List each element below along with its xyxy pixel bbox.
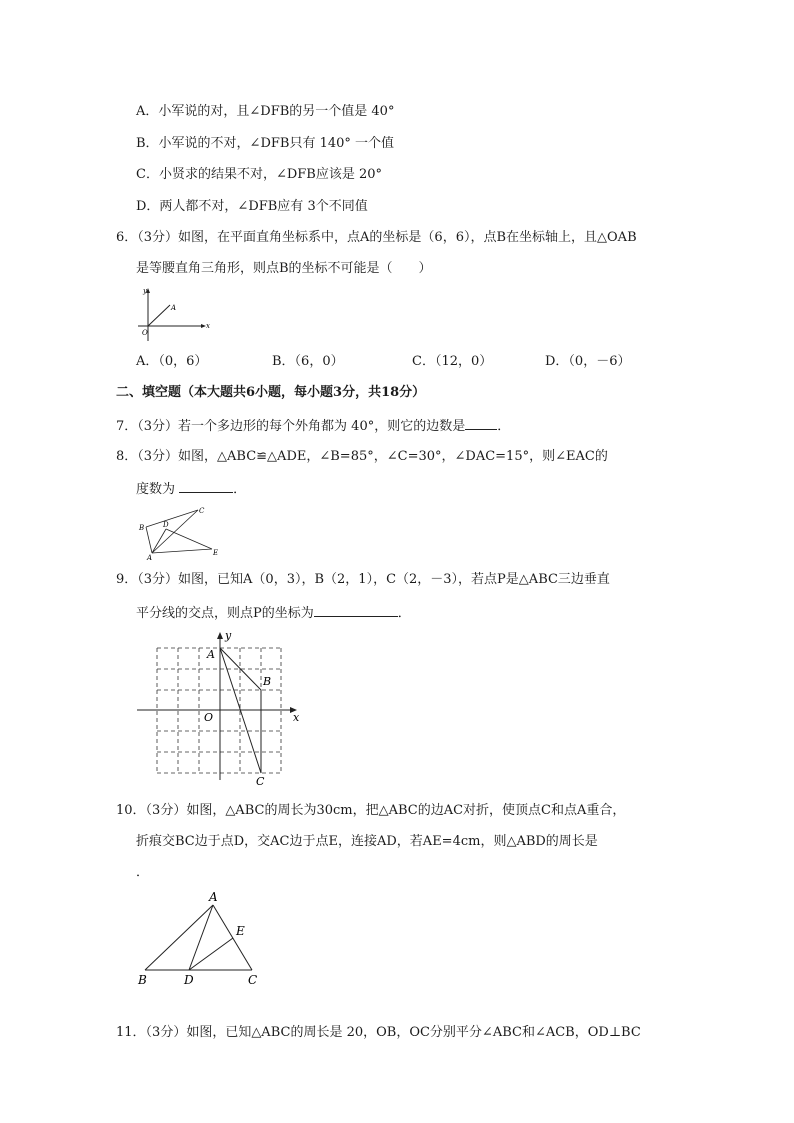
q7-end: ． [497,419,511,434]
q10-label-a: A [209,890,218,904]
q5-option-d: D．两人都不对，∠DFB应有 3个不同值 [136,199,368,214]
q6-label-a: A [171,304,177,312]
q10-stem-line3: ． [136,865,150,880]
q7-answer-blank[interactable] [465,416,497,430]
q6-figure [136,285,216,345]
q8-stem-line1: 8．（3分）如图，△ABC≌△ADE，∠B=85°，∠C=30°，∠DAC=15°，则∠EAC的 [116,449,608,464]
q9-answer-blank[interactable] [314,603,398,617]
q6-option-a: A．（0，6） [136,354,208,369]
q8-segment-ab [146,527,152,553]
q10-label-c: C [248,973,258,987]
q10-segment-de [189,938,233,970]
q9-label-x: x [293,711,300,724]
q9-text: 平分线的交点，则点P的坐标为 [136,606,314,621]
q6-option-b: B．（6，0） [272,354,344,369]
q8-segment-ae [152,549,212,553]
q9-stem-line1: 9．（3分）如图，已知A（0，3），B（2，1），C（2，－3），若点P是△ABC三边垂直 [116,572,610,587]
q6-label-y: y [143,287,147,295]
q8-answer-blank[interactable] [179,479,233,493]
q5-option-b: B．小军说的不对，∠DFB只有 140° 一个值 [136,136,395,151]
q8-segment-ac [152,510,198,553]
q9-label-a: A [207,648,215,661]
q11-stem-line1: 11．（3分）如图，已知△ABC的周长是 20，OB，OC分别平分∠ABC和∠ACB，OD⊥BC [116,1025,641,1040]
q8-end: ． [233,482,247,497]
q8-segment-ad [152,529,166,553]
q10-segment-ad [189,905,213,970]
q9-label-o: O [204,711,214,724]
q9-label-y: y [225,629,232,642]
q6-label-o: O [142,329,148,337]
q8-text: 度数为 [136,482,176,497]
section-title-fill-in: 二、填空题（本大题共6小题，每小题3分，共18分） [116,385,426,400]
q8-figure [138,505,228,560]
q10-stem-line2: 折痕交BC边于点D，交AC边于点E，连接AD，若AE=4cm，则△ABD的周长是 [136,834,598,849]
q10-segment-ac [213,905,252,970]
q7-stem [116,416,510,436]
q8-segment-de [166,529,212,549]
q10-label-d: D [184,973,194,987]
q6-option-d: D．（0，－6） [545,354,631,369]
q10-label-e: E [236,924,245,938]
q8-label-a: A [147,554,153,562]
q7-text: 7．（3分）若一个多边形的每个外角都为 40°，则它的边数是 [116,419,466,434]
q6-segment-oa [148,305,170,326]
q8-label-b: B [139,524,145,532]
q6-option-c: C．（12，0） [412,354,493,369]
q9-label-b: B [263,675,272,688]
q6-label-x: x [206,322,210,330]
q9-figure [135,628,310,788]
q8-label-c: C [199,507,205,515]
q8-segment-bc [146,510,198,527]
q10-figure [135,888,275,988]
q8-stem-line2 [136,479,246,499]
q10-stem-line1: 10．（3分）如图，△ABC的周长为30cm，把△ABC的边AC对折，使顶点C和点A重合， [116,803,626,818]
q9-stem-line2 [136,603,411,623]
q6-stem-line2: 是等腰直角三角形，则点B的坐标不可能是（ ） [136,261,432,276]
q8-label-d: D [163,521,169,529]
q5-option-a: A．小军说的对，且∠DFB的另一个值是 40° [136,104,395,119]
q10-label-b: B [138,973,147,987]
q6-stem-line1: 6．（3分）如图，在平面直角坐标系中，点A的坐标是（6，6），点B在坐标轴上，且△OAB [116,230,637,245]
q9-label-c: C [256,775,265,788]
q9-end: ． [397,606,411,621]
q9-y-arrow [217,632,223,639]
q5-option-c: C．小贤求的结果不对，∠DFB应该是 20° [136,167,383,182]
q8-label-e: E [213,549,219,557]
